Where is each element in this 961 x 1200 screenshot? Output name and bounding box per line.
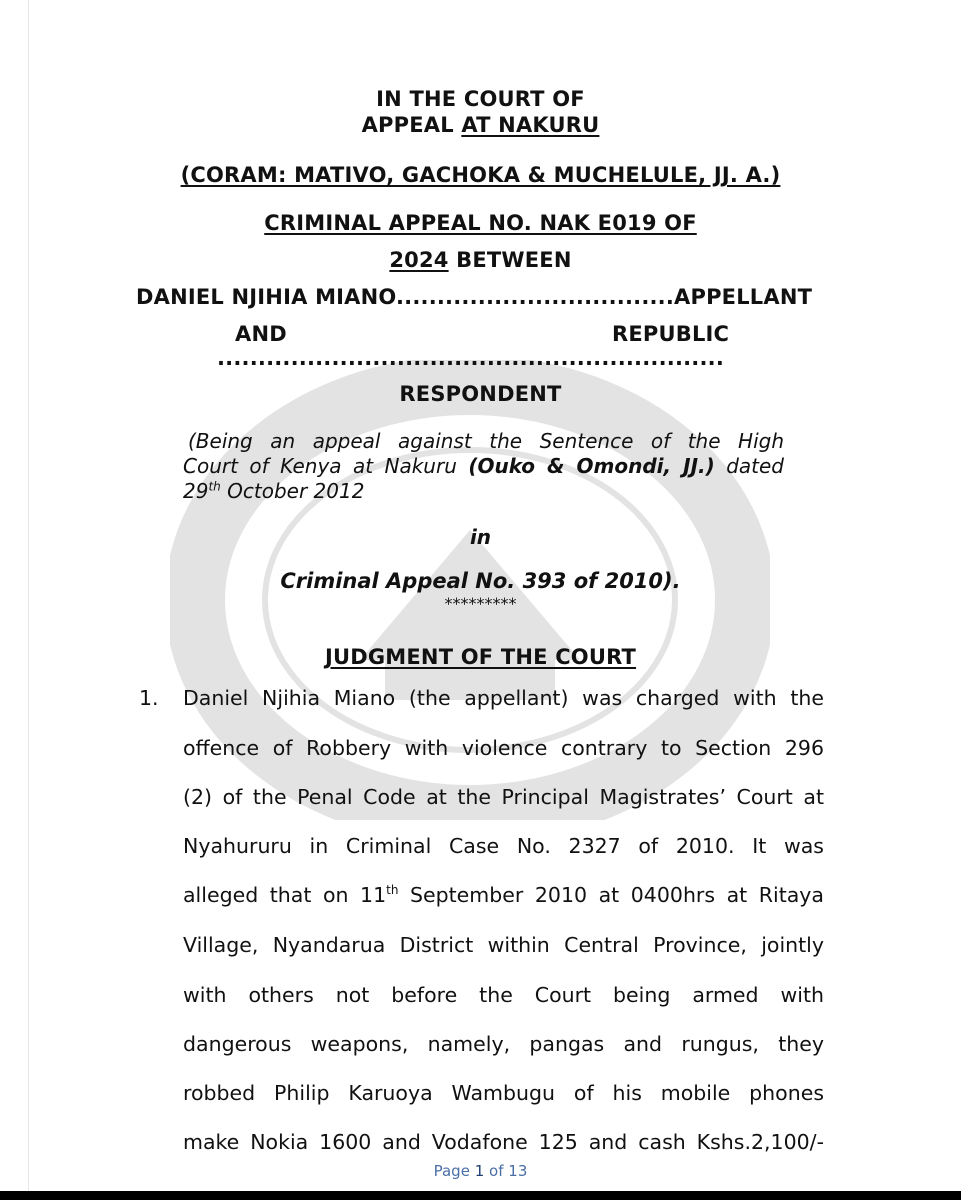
separator-stars: ********* xyxy=(444,594,517,613)
respondent-label: RESPONDENT xyxy=(399,382,562,406)
and-label: AND xyxy=(235,322,287,346)
in-label: in xyxy=(469,525,492,549)
judgment-line-1: Daniel Njihia Miano (the appellant) was charged with the xyxy=(183,686,824,710)
of-label: of xyxy=(489,1162,504,1180)
page-number: 1 xyxy=(474,1162,485,1180)
appeal-year: 2024 xyxy=(389,248,449,272)
high-court-judges: (Ouko & Omondi, JJ.) xyxy=(468,454,715,478)
judgment-heading: JUDGMENT OF THE COURT xyxy=(324,645,637,669)
judgment-line-9: robbed Philip Karuoya Wambugu of his mobile phones xyxy=(183,1081,824,1105)
appeal-note-date: 29th October 2012 xyxy=(183,479,365,503)
judgment-line-10: make Nokia 1600 and Vodafone 125 and cash Kshs.2,100/- xyxy=(183,1130,824,1154)
court-title-line2 xyxy=(0,113,961,137)
between-label: BETWEEN xyxy=(448,248,572,272)
appeal-note-line1: (Being an appeal against the Sentence of the High xyxy=(188,429,784,453)
coram-line: (CORAM: MATIVO, GACHOKA & MUCHELULE, JJ. A.) xyxy=(180,163,781,187)
court-title-line1: IN THE COURT OF xyxy=(376,87,585,111)
judgment-line-3: (2) of the Penal Code at the Principal Magistrates’ Court at xyxy=(183,785,824,809)
paragraph-number: 1. xyxy=(139,686,159,710)
court-title-location: AT NAKURU xyxy=(461,113,600,137)
appellant-line: DANIEL NJIHIA MIANO..................................APPELLANT xyxy=(136,285,813,309)
republic-label: REPUBLIC xyxy=(612,322,730,346)
judgment-line-7: with others not before the Court being armed with xyxy=(183,983,824,1007)
judgment-line-5: alleged that on 11th September 2010 at 0400hrs at Ritaya xyxy=(183,883,824,907)
page-footer xyxy=(0,1162,961,1180)
total-pages: 13 xyxy=(508,1162,528,1180)
lower-court-appeal: Criminal Appeal No. 393 of 2010). xyxy=(280,569,681,593)
respondent-dots: .............................................................. xyxy=(217,346,725,370)
judgment-line-4: Nyahururu in Criminal Case No. 2327 of 2010. It was xyxy=(183,834,824,858)
appeal-number-line2 xyxy=(0,248,961,272)
court-title-appeal: APPEAL xyxy=(361,113,462,137)
bottom-edge xyxy=(0,1191,961,1200)
judgment-line-6: Village, Nyandarua District within Central Province, jointly xyxy=(183,933,824,957)
page-label: Page xyxy=(433,1162,470,1180)
appeal-number-line1: CRIMINAL APPEAL NO. NAK E019 OF xyxy=(264,211,697,235)
judgment-line-8: dangerous weapons, namely, pangas and rungus, they xyxy=(183,1032,824,1056)
judgment-line-2: offence of Robbery with violence contrary to Section 296 xyxy=(183,736,824,760)
appeal-note-line2: Court of Kenya at Nakuru (Ouko & Omondi, JJ.) dated xyxy=(183,454,785,478)
